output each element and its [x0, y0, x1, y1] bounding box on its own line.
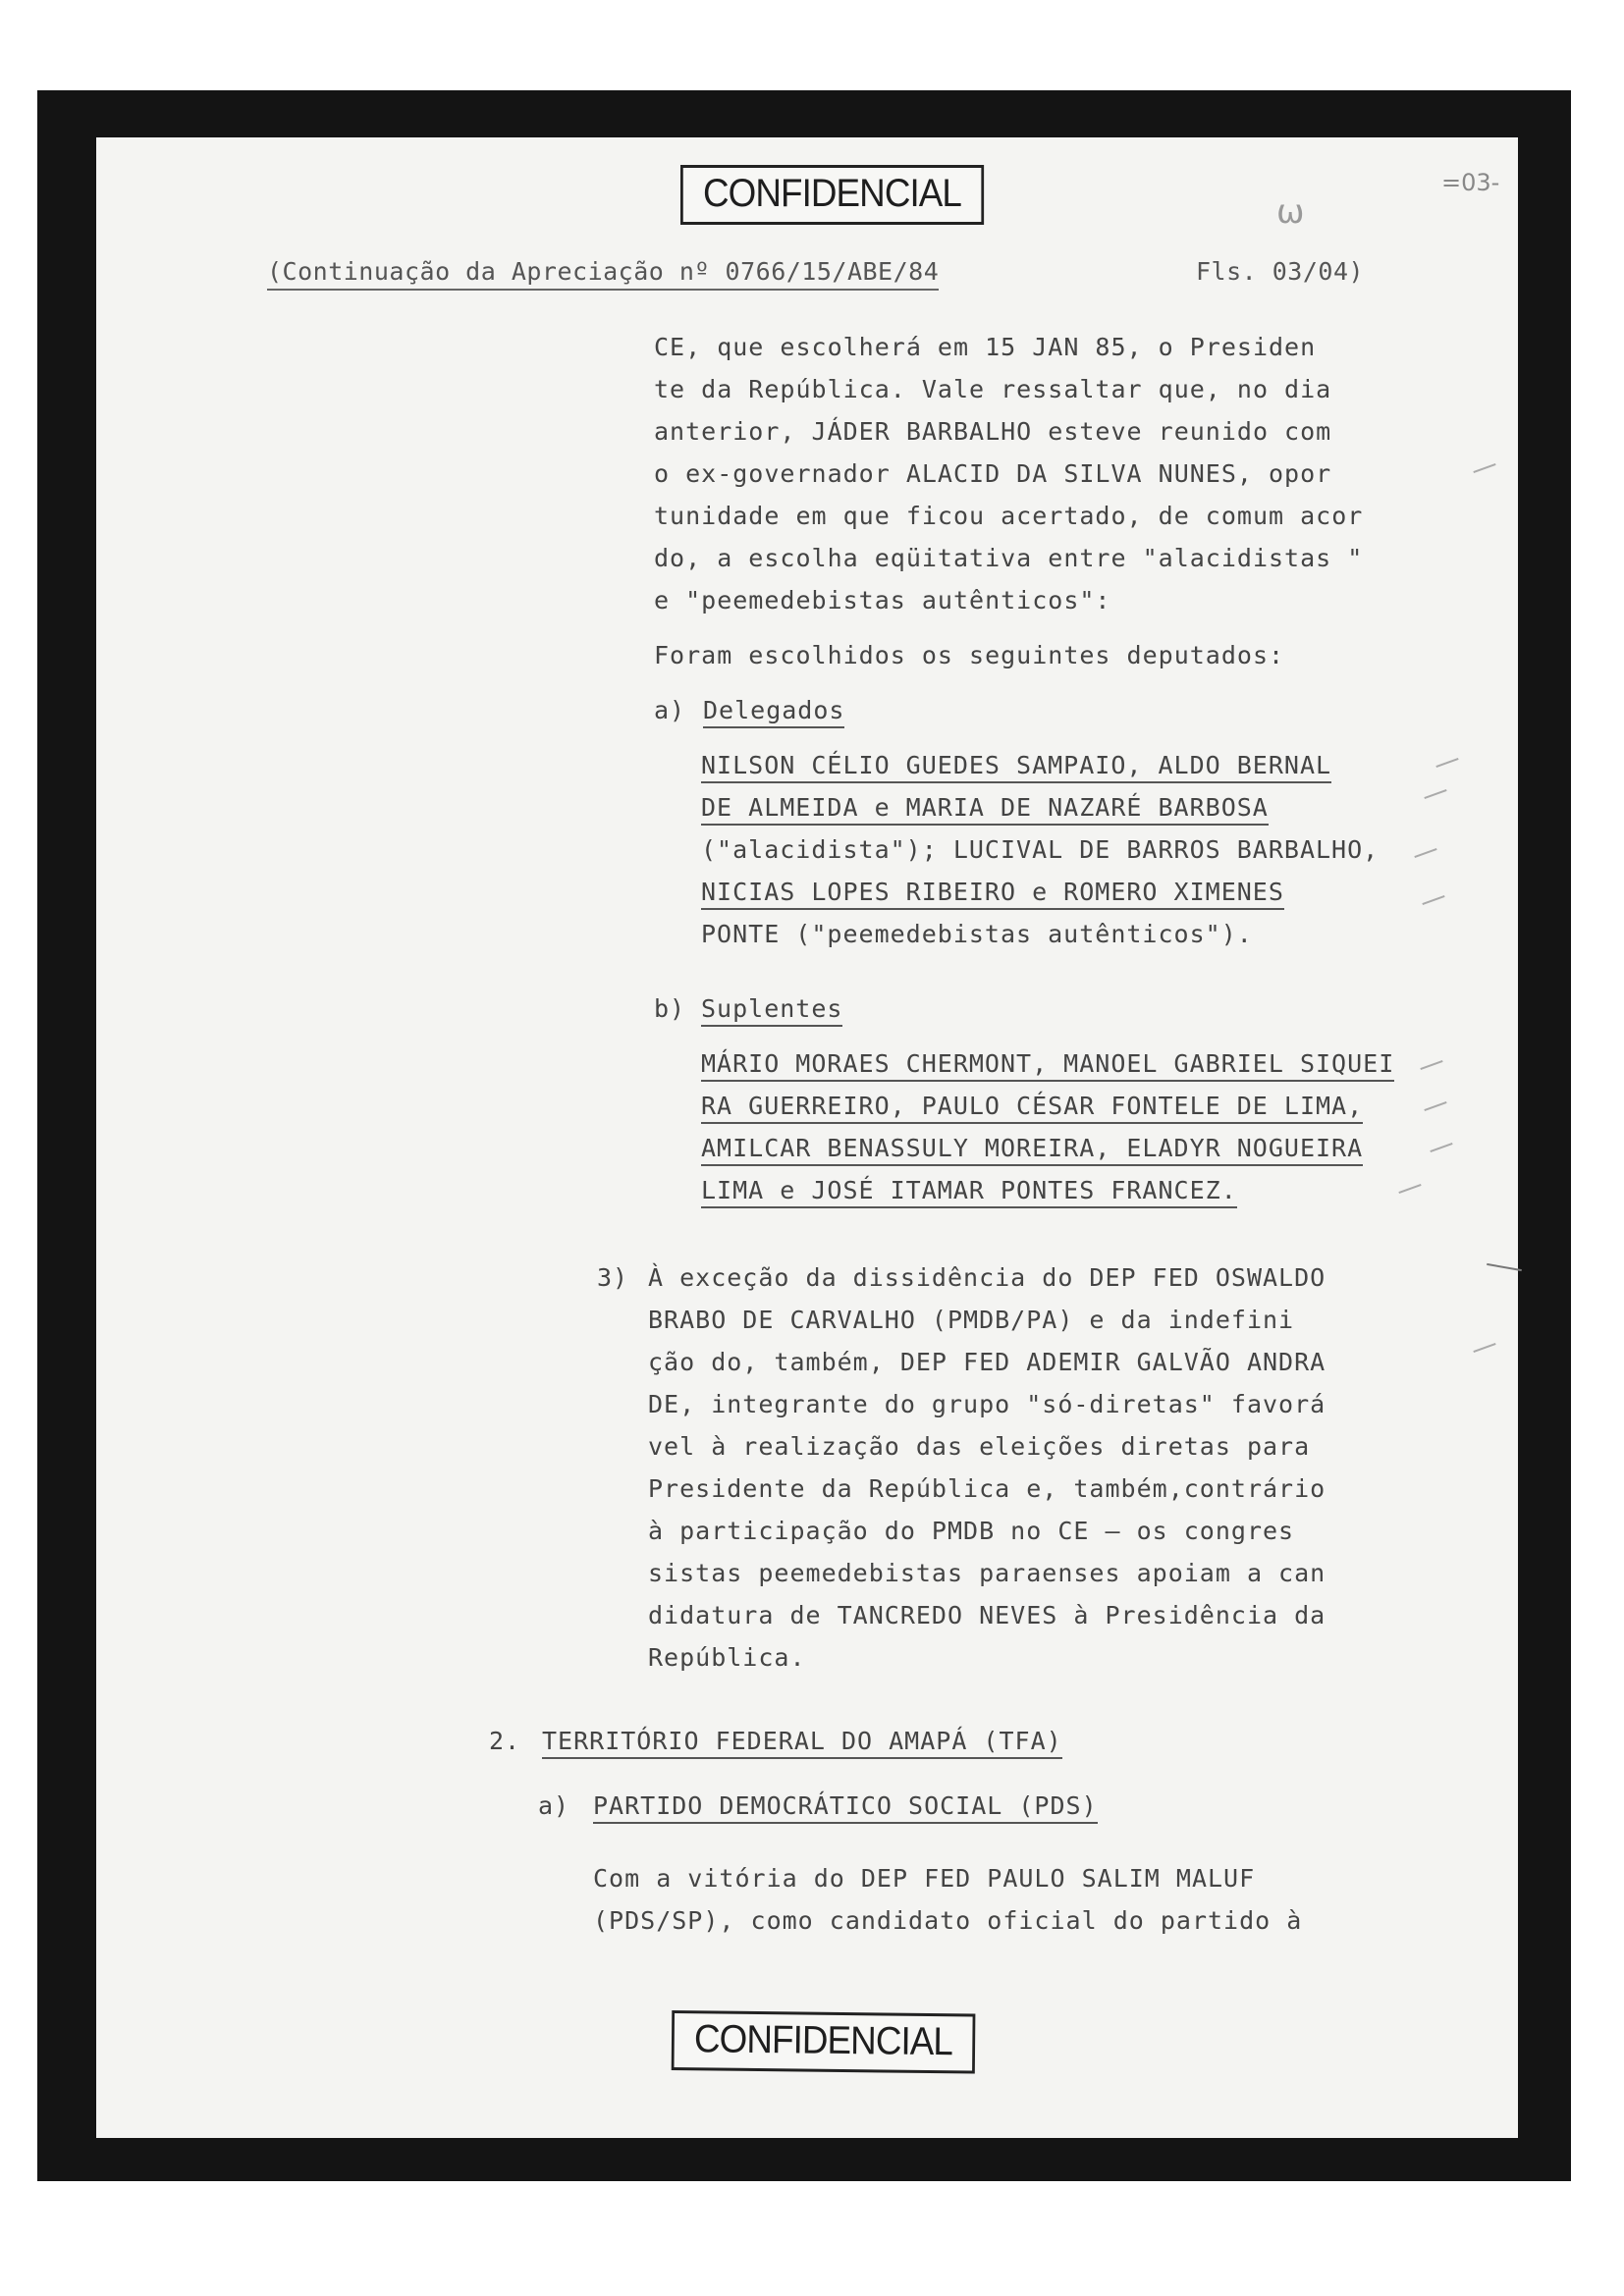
text-line: CE, que escolherá em 15 JAN 85, o Presiden: [654, 333, 1317, 361]
section2a-heading: [593, 1785, 1098, 1827]
text-line: vel à realização das eleições diretas para: [648, 1432, 1311, 1461]
text-line: Presidente da República e, também,contrário: [648, 1474, 1326, 1503]
text-line: à participação do PMDB no CE — os congres: [648, 1517, 1295, 1545]
delegados-marker: a): [654, 696, 686, 724]
chosen-intro: Foram escolhidos os seguintes deputados:: [654, 641, 1285, 669]
text-line: (PDS/SP), como candidato oficial do partido à: [593, 1906, 1303, 1935]
delegados-heading: [703, 689, 844, 731]
text-line: DE, integrante do grupo "só-diretas" favorá: [648, 1390, 1326, 1418]
suplentes-line-text: LIMA e JOSÉ ITAMAR PONTES FRANCEZ.: [701, 1176, 1237, 1208]
suplentes-line-text: AMILCAR BENASSULY MOREIRA, ELADYR NOGUEIRA: [701, 1134, 1363, 1166]
suplentes-heading-text: Suplentes: [701, 994, 842, 1027]
reference-text: (Continuação da Apreciação nº 0766/15/ABE/84: [267, 257, 939, 291]
text-line: te da República. Vale ressaltar que, no dia: [654, 375, 1332, 403]
delegados-line-text: NICIAS LOPES RIBEIRO e ROMERO XIMENES: [701, 878, 1284, 910]
suplentes-line: [701, 1127, 1363, 1169]
text-line: BRABO DE CARVALHO (PMDB/PA) e da indefini: [648, 1306, 1295, 1334]
delegados-line-text: NILSON CÉLIO GUEDES SAMPAIO, ALDO BERNAL: [701, 751, 1331, 783]
section2a-marker: a): [538, 1791, 570, 1820]
margin-note-top-right: =03-: [1441, 169, 1500, 196]
text-line: República.: [648, 1643, 806, 1672]
text-line: ção do, também, DEP FED ADEMIR GALVÃO ANDRA: [648, 1348, 1326, 1376]
handwritten-mark: ω: [1276, 192, 1305, 232]
folio-number: Fls. 03/04): [1196, 257, 1365, 286]
suplentes-heading: [701, 988, 842, 1030]
delegados-line-text: PONTE ("peemedebistas autênticos").: [701, 920, 1253, 948]
suplentes-line: [701, 1085, 1363, 1127]
text-line: do, a escolha eqüitativa entre "alacidistas ": [654, 544, 1364, 572]
delegados-line: [701, 744, 1331, 786]
confidential-stamp-top: CONFIDENCIAL: [680, 165, 984, 225]
text-line: didatura de TANCREDO NEVES à Presidência da: [648, 1601, 1326, 1629]
suplentes-marker: b): [654, 994, 686, 1023]
section2-heading: [542, 1720, 1062, 1762]
delegados-line: [701, 828, 1379, 871]
confidential-stamp-bottom: CONFIDENCIAL: [672, 2010, 976, 2074]
section2-marker: 2.: [489, 1727, 521, 1755]
suplentes-line: [701, 1169, 1237, 1211]
suplentes-line-text: MÁRIO MORAES CHERMONT, MANOEL GABRIEL SIQUEI: [701, 1049, 1394, 1082]
delegados-line-text: ("alacidista"); LUCIVAL DE BARROS BARBALHO,: [701, 835, 1380, 864]
text-line: sistas peemedebistas paraenses apoiam a can: [648, 1559, 1326, 1587]
text-line: e "peemedebistas autênticos":: [654, 586, 1111, 614]
suplentes-line-text: RA GUERREIRO, PAULO CÉSAR FONTELE DE LIMA,: [701, 1092, 1363, 1124]
document-reference: [267, 257, 939, 286]
item3-marker: 3): [597, 1263, 629, 1292]
delegados-line: [701, 871, 1284, 913]
suplentes-line: [701, 1042, 1394, 1085]
text-line: anterior, JÁDER BARBALHO esteve reunido com: [654, 417, 1332, 446]
delegados-line: [701, 913, 1253, 955]
section2-heading-text: TERRITÓRIO FEDERAL DO AMAPÁ (TFA): [542, 1727, 1062, 1759]
text-line: À exceção da dissidência do DEP FED OSWALDO: [648, 1263, 1326, 1292]
text-line: tunidade em que ficou acertado, de comum acor: [654, 502, 1364, 530]
text-line: o ex-governador ALACID DA SILVA NUNES, opor: [654, 459, 1332, 488]
delegados-heading-text: Delegados: [703, 696, 844, 728]
delegados-line-text: DE ALMEIDA e MARIA DE NAZARÉ BARBOSA: [701, 793, 1269, 826]
section2a-heading-text: PARTIDO DEMOCRÁTICO SOCIAL (PDS): [593, 1791, 1098, 1824]
delegados-line: [701, 786, 1269, 828]
text-line: Com a vitória do DEP FED PAULO SALIM MALUF: [593, 1864, 1256, 1893]
